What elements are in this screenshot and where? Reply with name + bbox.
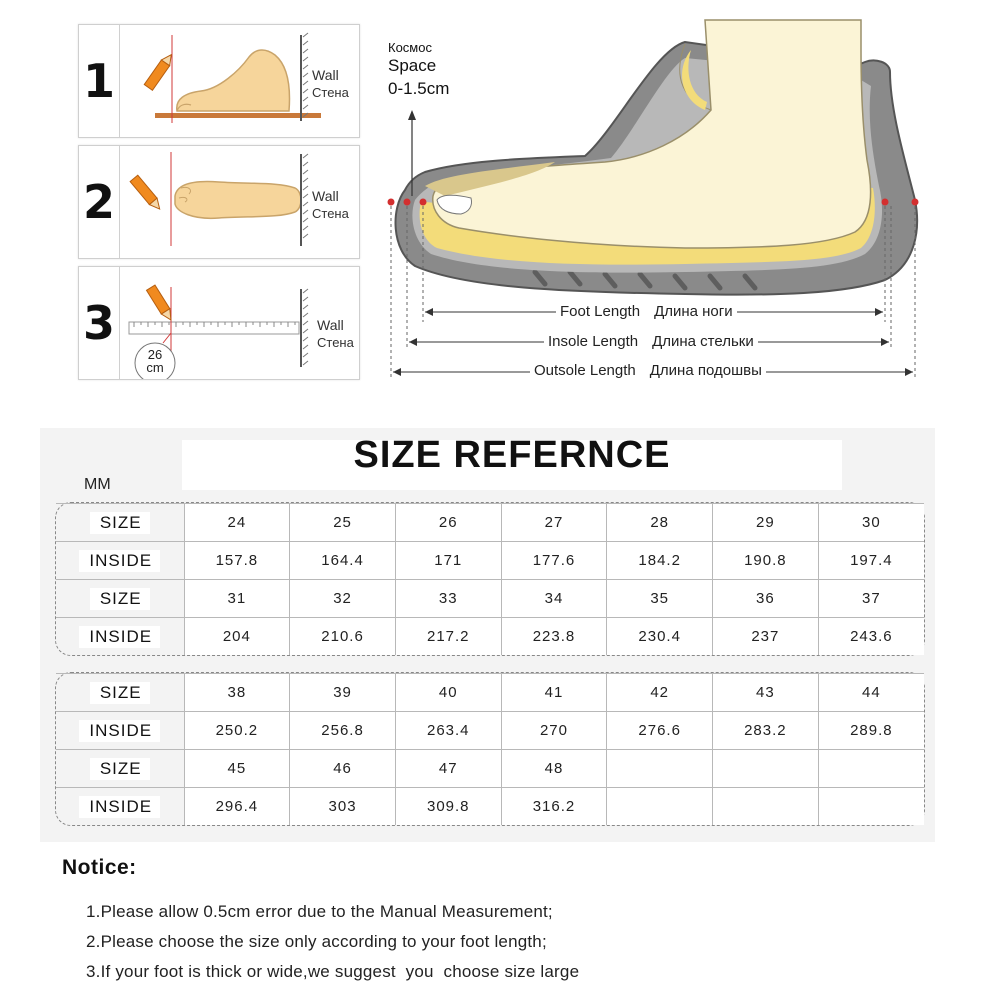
inside-length-cell: 270: [501, 712, 607, 750]
inside-length-cell: 316.2: [501, 788, 607, 825]
size-row-label: SIZE: [90, 588, 150, 610]
inside-length-cell: 223.8: [501, 618, 607, 655]
foot-length-label: Foot Length Длина ноги: [556, 303, 737, 320]
size-reference-section: [40, 428, 935, 842]
notice-line-2: 2.Please choose the size only according to your foot length;: [86, 932, 547, 951]
inside-length-cell: 164.4: [290, 542, 396, 580]
inside-length-cell: 177.6: [501, 542, 607, 580]
size-cell: [607, 750, 713, 788]
size-cell: [818, 750, 924, 788]
size-reference-title: SIZE REFERNCE: [353, 434, 671, 476]
size-row: [56, 750, 924, 788]
space-label: Космос Space 0-1.5cm: [388, 40, 450, 98]
inside-length-cell: 283.2: [713, 712, 819, 750]
inside-row: [56, 788, 924, 825]
size-row-label: SIZE: [90, 512, 150, 534]
size-row: [56, 580, 924, 618]
inside-length-cell: 157.8: [184, 542, 290, 580]
size-cell: 34: [501, 580, 607, 618]
size-cell: 32: [290, 580, 396, 618]
size-cell: 36: [713, 580, 819, 618]
size-cell: 48: [501, 750, 607, 788]
size-row-label: SIZE: [90, 682, 150, 704]
inside-length-cell: 197.4: [818, 542, 924, 580]
notice-line-3: 3.If your foot is thick or wide,we suggest you choose size large: [86, 962, 580, 981]
wall-label: Wall Стена: [317, 317, 354, 350]
inside-row: [56, 618, 924, 655]
size-cell: 27: [501, 504, 607, 542]
inside-length-cell: [713, 788, 819, 825]
inside-length-cell: 309.8: [395, 788, 501, 825]
notice-line-1: 1.Please allow 0.5cm error due to the Manual Measurement;: [86, 902, 553, 921]
inside-length-cell: 230.4: [607, 618, 713, 655]
step-3-panel: [78, 266, 360, 380]
size-table-1: [56, 503, 924, 655]
size-table-2: [56, 673, 924, 825]
inside-row-label: INSIDE: [79, 550, 160, 572]
size-cell: 28: [607, 504, 713, 542]
inside-length-cell: 184.2: [607, 542, 713, 580]
size-row-label: SIZE: [90, 758, 150, 780]
size-cell: 47: [395, 750, 501, 788]
unit-label: MM: [84, 476, 111, 493]
size-cell: 24: [184, 504, 290, 542]
size-block-1: [55, 502, 925, 656]
inside-length-cell: 263.4: [395, 712, 501, 750]
step-1-panel: [78, 24, 360, 138]
size-cell: 25: [290, 504, 396, 542]
size-cell: 35: [607, 580, 713, 618]
step-number: 2: [79, 146, 120, 258]
inside-length-cell: 303: [290, 788, 396, 825]
size-cell: 26: [395, 504, 501, 542]
step-number: 1: [79, 25, 120, 137]
wall-label: Wall Стена: [312, 67, 349, 100]
size-row: [56, 504, 924, 542]
size-cell: 42: [607, 674, 713, 712]
inside-row-label: INSIDE: [79, 626, 160, 648]
inside-length-cell: 204: [184, 618, 290, 655]
size-cell: 41: [501, 674, 607, 712]
inside-length-cell: 250.2: [184, 712, 290, 750]
inside-length-cell: 276.6: [607, 712, 713, 750]
size-cell: 46: [290, 750, 396, 788]
size-cell: 43: [713, 674, 819, 712]
size-cell: 33: [395, 580, 501, 618]
size-cell: 30: [818, 504, 924, 542]
size-cell: 31: [184, 580, 290, 618]
inside-row-label: INSIDE: [79, 796, 160, 818]
inside-row: [56, 542, 924, 580]
wall-label: Wall Стена: [312, 188, 349, 221]
inside-length-cell: [818, 788, 924, 825]
size-block-2: [55, 672, 925, 826]
step-2-panel: [78, 145, 360, 259]
size-cell: 45: [184, 750, 290, 788]
notice-title: Notice:: [62, 856, 137, 879]
inside-length-cell: 217.2: [395, 618, 501, 655]
inside-row: [56, 712, 924, 750]
outsole-length-label: Outsole Length Длина подошвы: [530, 362, 766, 379]
size-cell: 40: [395, 674, 501, 712]
size-cell: 38: [184, 674, 290, 712]
size-cell: 29: [713, 504, 819, 542]
inside-length-cell: 289.8: [818, 712, 924, 750]
inside-length-cell: 243.6: [818, 618, 924, 655]
size-cell: 37: [818, 580, 924, 618]
insole-length-label: Insole Length Длина стельки: [544, 333, 758, 350]
size-cell: 39: [290, 674, 396, 712]
inside-length-cell: 237: [713, 618, 819, 655]
inside-length-cell: 171: [395, 542, 501, 580]
inside-length-cell: [607, 788, 713, 825]
inside-length-cell: 190.8: [713, 542, 819, 580]
inside-length-cell: 296.4: [184, 788, 290, 825]
measure-readout: 26 cm: [146, 347, 164, 375]
size-cell: 44: [818, 674, 924, 712]
step-number: 3: [79, 267, 120, 379]
inside-length-cell: 210.6: [290, 618, 396, 655]
inside-length-cell: 256.8: [290, 712, 396, 750]
size-row: [56, 674, 924, 712]
inside-row-label: INSIDE: [79, 720, 160, 742]
size-cell: [713, 750, 819, 788]
